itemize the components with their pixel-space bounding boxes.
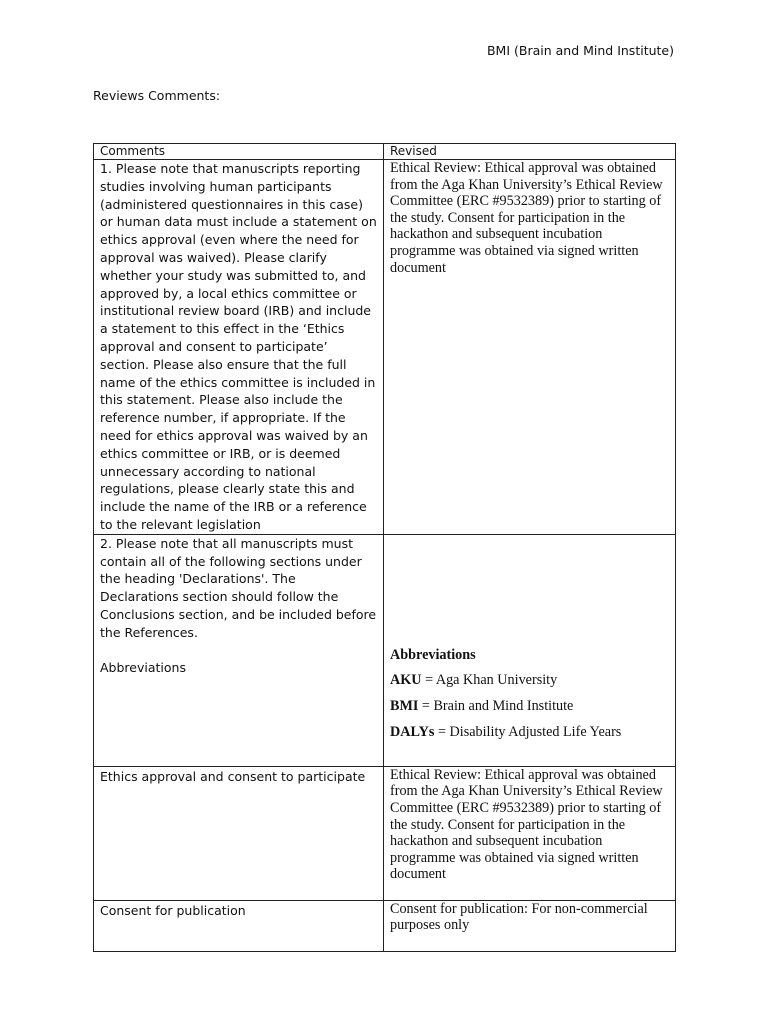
abbreviation-item: BMI = Brain and Mind Institute — [390, 697, 574, 714]
table-row — [94, 160, 676, 535]
column-header-comments: Comments — [94, 144, 384, 160]
revised-cell: Consent for publication: For non-commercial purposes only — [384, 900, 676, 951]
revised-cell — [384, 534, 676, 766]
table-row — [94, 766, 676, 900]
comment-subheading: Abbreviations — [100, 660, 186, 676]
abbreviation-item: AKU = Aga Khan University — [390, 672, 558, 689]
comments-table — [93, 143, 676, 952]
comment-cell: 2. Please note that all manuscripts must contain all of the following sections under the heading 'Declarations'. The Declarations section should follow the Conclusions section, and be included before the References. Abbreviations — [94, 534, 384, 766]
comment-cell: Consent for publication — [94, 900, 384, 951]
comment-cell: Ethics approval and consent to participate — [94, 766, 384, 900]
table-row — [94, 534, 676, 766]
header-institute: BMI (Brain and Mind Institute) — [486, 43, 674, 58]
column-header-revised: Revised — [384, 144, 676, 160]
revised-cell: Ethical Review: Ethical approval was obtained from the Aga Khan University’s Ethical Review Committee (ERC #9532389) prior to starting of the study. Consent for participation in the hackathon and subsequent incubation programme was obtained via signed written document — [384, 766, 676, 900]
comment-cell: 1. Please note that manuscripts reporting studies involving human participants (administered questionnaires in this case) or human data must include a statement on ethics approval (even where the need for approval was waived). Please clarify whether your study was submitted to, and approved by, a local ethics committee or institutional review board (IRB) and include a statement to this effect in the ‘Ethics approval and consent to participate’ section. Please also ensure that the full name of the ethics committee is included in this statement. Please also include the reference number, if appropriate. If the need for ethics approval was waived by an ethics committee or IRB, or is deemed unnecessary according to national regulations, please clearly state this and include the name of the IRB or a reference to the relevant legislation — [94, 160, 384, 535]
abbreviation-item: DALYs = Disability Adjusted Life Years — [390, 723, 622, 740]
table-row — [94, 900, 676, 951]
revised-cell: Ethical Review: Ethical approval was obtained from the Aga Khan University’s Ethical Review Committee (ERC #9532389) prior to starting of the study. Consent for participation in the hackathon and subsequent incubation programme was obtained via signed written document — [384, 160, 676, 535]
page-title: Reviews Comments: — [93, 88, 221, 103]
abbreviations-heading: Abbreviations — [390, 646, 476, 663]
table-header-row — [94, 144, 676, 160]
